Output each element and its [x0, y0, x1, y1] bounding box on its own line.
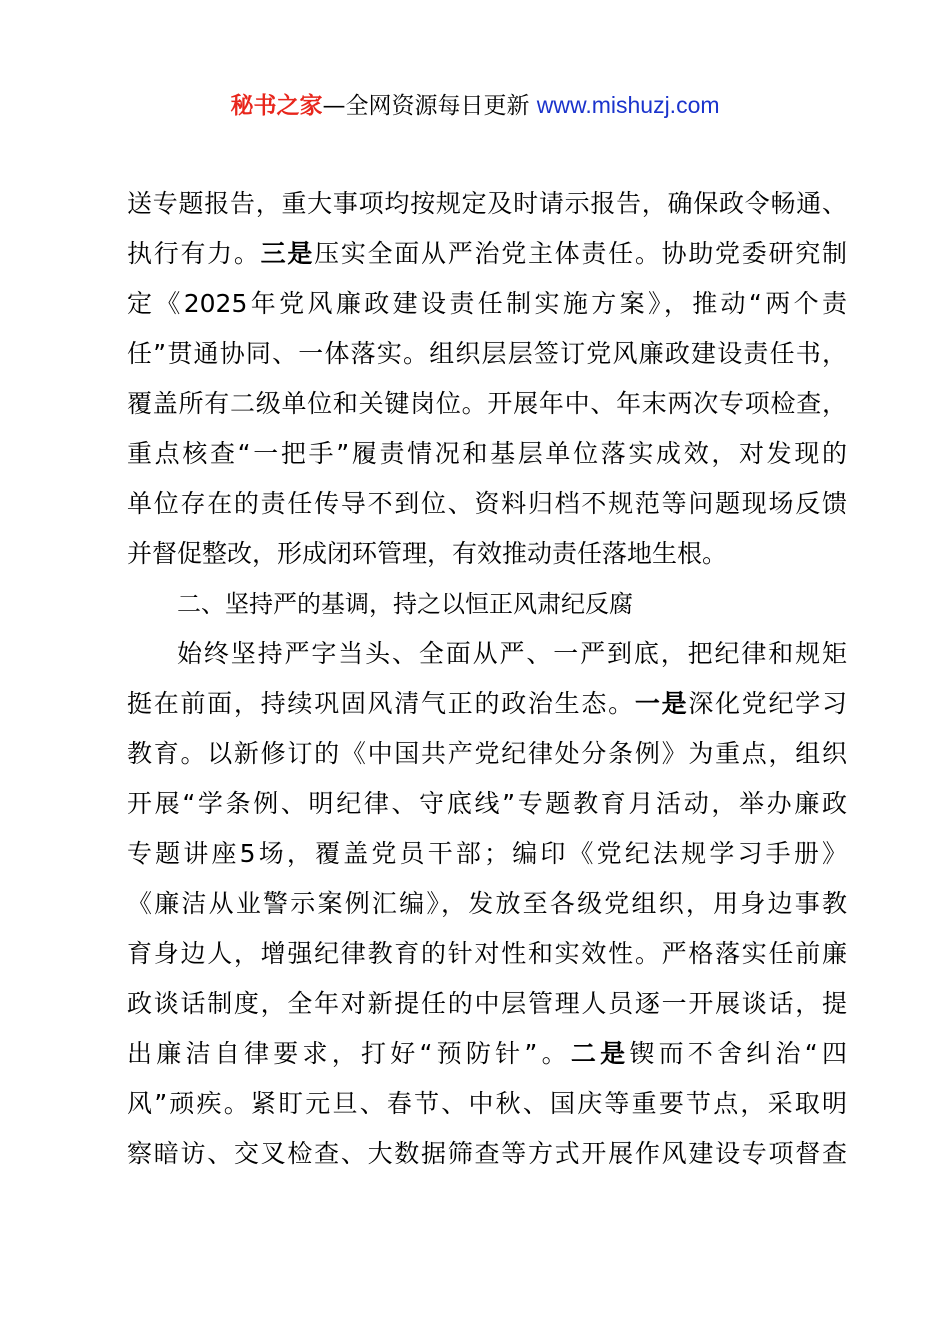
- paragraph-line: 开展“学条例、明纪律、守底线”专题教育月活动，举办廉政: [127, 789, 847, 818]
- paragraph-line: 重点核查“一把手”履责情况和基层单位落实成效，对发现的: [127, 439, 847, 468]
- bold-keyword: 三是: [260, 239, 315, 268]
- paragraph-line: 覆盖所有二级单位和关键岗位。开展年中、年末两次专项检查，: [127, 389, 847, 418]
- header-tagline: —全网资源每日更新: [322, 93, 537, 119]
- paragraph-line: 并督促整改，形成闭环管理，有效推动责任落地生根。: [127, 539, 728, 568]
- paragraph-line: 任”贯通协同、一体落实。组织层层签订党风廉政建设责任书，: [127, 339, 847, 368]
- paragraph-line: 送专题报告，重大事项均按规定及时请示报告，确保政令畅通、: [127, 189, 847, 218]
- text-run: 挺在前面，持续巩固风清气正的政治生态。: [127, 689, 635, 718]
- paragraph-line: [127, 229, 847, 279]
- paragraph-line: 政谈话制度，全年对新提任的中层管理人员逐一开展谈话，提: [127, 989, 847, 1018]
- text-run: 执行有力。: [127, 239, 261, 268]
- brand-name: 秘书之家: [230, 93, 323, 119]
- text-run: 出廉洁自律要求，打好“预防针”。: [127, 1039, 571, 1068]
- text-run: 压实全面从严治党主体责任。协助党委研究制: [314, 239, 847, 268]
- site-header: [0, 88, 950, 123]
- paragraph-line: 《廉洁从业警示案例汇编》，发放至各级党组织，用身边事教: [127, 889, 847, 918]
- paragraph-line: 察暗访、交叉检查、大数据筛查等方式开展作风建设专项督查: [127, 1139, 847, 1168]
- paragraph-line: 定《2025年党风廉政建设责任制实施方案》，推动“两个责: [127, 289, 847, 318]
- bold-keyword: 二是: [570, 1039, 630, 1068]
- paragraph-line: [127, 679, 847, 729]
- text-run: 深化党纪学习: [688, 689, 847, 718]
- paragraph-line: 始终坚持严字当头、全面从严、一严到底，把纪律和规矩: [177, 639, 847, 668]
- bold-keyword: 一是: [634, 689, 689, 718]
- paragraph-line: 教育。以新修订的《中国共产党纪律处分条例》为重点，组织: [127, 739, 847, 768]
- paragraph-line: 风”顽疾。紧盯元旦、春节、中秋、国庆等重要节点，采取明: [127, 1089, 847, 1118]
- site-url-link[interactable]: www.mishuzj.com: [536, 92, 720, 118]
- section-heading: 二、坚持严的基调，持之以恒正风肃纪反腐: [177, 590, 633, 618]
- paragraph-line: [127, 1029, 847, 1079]
- text-run: 锲而不舍纠治“四: [629, 1039, 847, 1068]
- paragraph-line: 单位存在的责任传导不到位、资料归档不规范等问题现场反馈: [127, 489, 847, 518]
- paragraph-line: 专题讲座5场，覆盖党员干部；编印《党纪法规学习手册》: [127, 839, 847, 868]
- paragraph-line: 育身边人，增强纪律教育的针对性和实效性。严格落实任前廉: [127, 939, 847, 968]
